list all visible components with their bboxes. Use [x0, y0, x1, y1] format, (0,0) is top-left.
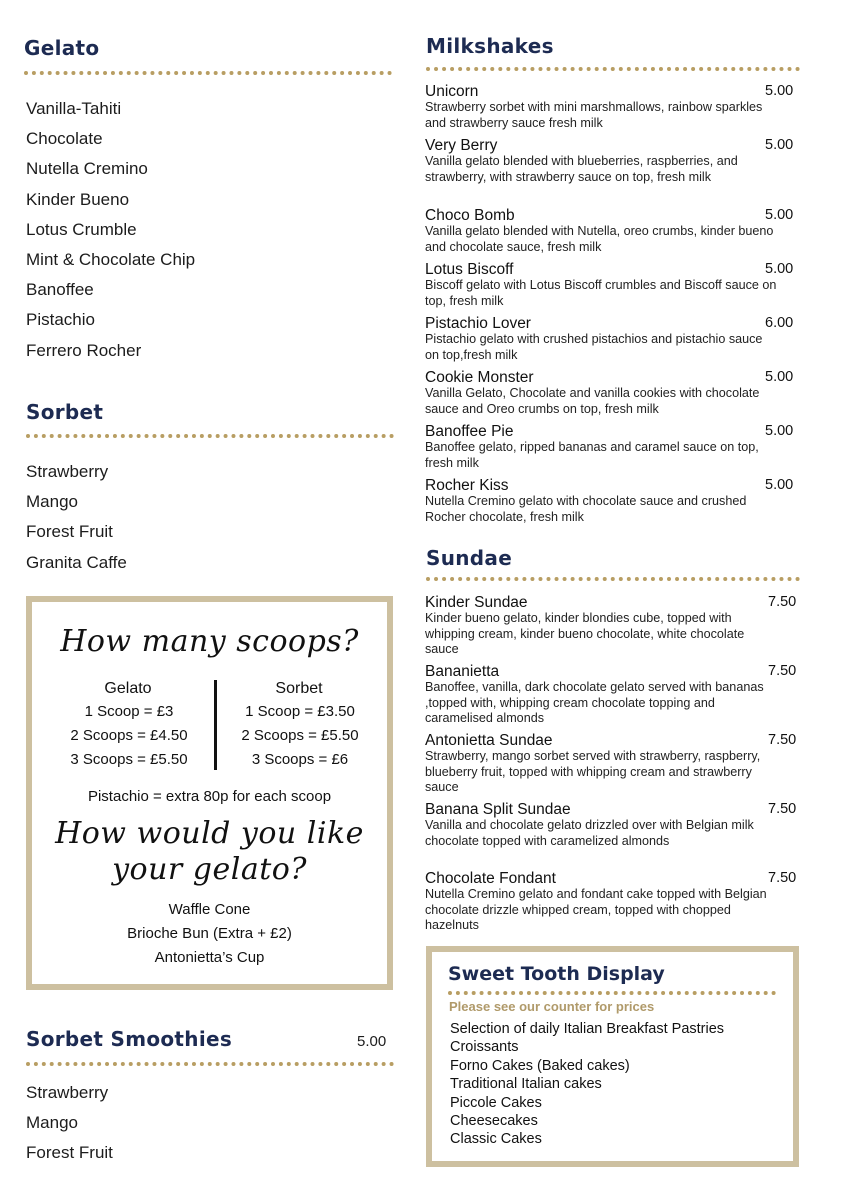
gelato-price-row: 2 Scoops = £4.50 [70, 727, 188, 744]
milkshake-desc: Biscoff gelato with Lotus Biscoff crumbles and Biscoff sauce on top, fresh milk [425, 278, 777, 308]
sundae-price: 7.50 [768, 594, 797, 610]
milkshake-item [425, 423, 794, 477]
sweet-tooth-panel [426, 946, 799, 1167]
scoops-gelato-header: Gelato [104, 680, 152, 697]
sundae-heading: Sundae [426, 546, 513, 570]
milkshakes-list [425, 83, 794, 531]
sorbet-item: Mango [26, 492, 78, 512]
sorbet-item: Strawberry [26, 462, 109, 481]
serve-title-line1: How would you like [55, 816, 364, 851]
sundae-desc: Vanilla and chocolate gelato drizzled over with Belgian milk chocolate topped with caramelized almonds [425, 818, 754, 848]
sundae-price: 7.50 [768, 801, 797, 817]
gelato-item: Lotus Crumble [26, 219, 137, 239]
smoothie-item: Mango [26, 1113, 78, 1133]
gelato-item: Chocolate [26, 129, 103, 149]
milkshake-price: 5.00 [765, 83, 794, 99]
pistachio-note: Pistachio = extra 80p for each scoop [87, 788, 332, 805]
milkshake-name: Unicorn [425, 83, 479, 100]
milkshake-item [425, 315, 794, 369]
milkshakes-heading: Milkshakes [426, 34, 554, 58]
gelato-list [26, 98, 195, 370]
milkshake-item [425, 369, 794, 423]
milkshake-item [425, 83, 794, 137]
sundae-name: Banana Split Sundae [425, 801, 571, 818]
milkshake-item [425, 137, 794, 207]
milkshake-price: 5.00 [765, 369, 794, 385]
milkshake-name: Pistachio Lover [425, 315, 531, 332]
sundae-desc: Banoffee, vanilla, dark chocolate gelato served with bananas ,topped with, whipping cream chocolate topping and caramelised almonds [425, 680, 764, 726]
sweet-tooth-item: Selection of daily Italian Breakfast Pastries [450, 1021, 725, 1037]
sundae-name: Bananietta [425, 663, 500, 680]
serve-option: Antonietta’s Cup [154, 949, 265, 966]
gelato-item: Ferrero Rocher [26, 340, 142, 360]
sundae-desc: Strawberry, mango sorbet served with strawberry, raspberry, blueberry fruit, topped with whipping cream and strawberry sauce [425, 749, 761, 795]
gelato-item: Banoffee [26, 280, 94, 300]
sweet-tooth-list [450, 1020, 724, 1149]
sorbet-list [26, 461, 127, 582]
sweet-tooth-item: Cheesecakes [450, 1112, 538, 1129]
milkshake-price: 5.00 [765, 477, 794, 493]
sundae-desc: Nutella Cremino gelato and fondant cake topped with Belgian chocolate drizzle whipped cream, topped with chopped hazelnuts [425, 887, 767, 933]
sorbet-item: Forest Fruit [26, 522, 113, 542]
scoops-panel [26, 596, 393, 990]
milkshake-desc: Vanilla Gelato, Chocolate and vanilla cookies with chocolate sauce and Oreo crumbs on top, fresh milk [425, 386, 760, 416]
sundae-item [425, 663, 797, 732]
sweet-tooth-heading: Sweet Tooth Display [448, 963, 665, 985]
sweet-tooth-item: Croissants [450, 1039, 519, 1056]
gelato-item: Kinder Bueno [26, 189, 130, 209]
serve-option: Brioche Bun (Extra + £2) [127, 925, 292, 942]
sweet-tooth-item: Piccole Cakes [450, 1094, 542, 1111]
sundae-desc: Kinder bueno gelato, kinder blondies cube, topped with whipping cream, kinder bueno chocolate, white chocolate sauce [425, 611, 745, 657]
scoops-title: How many scoops? [60, 624, 359, 659]
smoothies-list [26, 1082, 113, 1173]
smoothie-item: Forest Fruit [26, 1143, 113, 1163]
gelato-item: Vanilla-Tahiti [26, 99, 122, 118]
scoops-sorbet-header: Sorbet [275, 680, 323, 697]
sundae-price: 7.50 [768, 732, 797, 748]
milkshake-desc: Pistachio gelato with crushed pistachios and pistachio sauce on top,fresh milk [425, 332, 763, 362]
sweet-tooth-item: Classic Cakes [450, 1131, 542, 1148]
milkshake-name: Cookie Monster [425, 369, 534, 386]
sweet-tooth-item: Traditional Italian cakes [450, 1076, 602, 1093]
milkshake-name: Rocher Kiss [425, 477, 509, 494]
sundae-price: 7.50 [768, 663, 797, 679]
smoothies-price: 5.00 [357, 1033, 387, 1050]
sorbet-divider [26, 434, 394, 438]
smoothies-heading: Sorbet Smoothies [26, 1027, 233, 1051]
serve-options [32, 898, 387, 970]
milkshake-name: Lotus Biscoff [425, 261, 514, 278]
smoothie-item: Strawberry [26, 1083, 109, 1102]
milkshake-price: 6.00 [765, 315, 794, 331]
gelato-item: Pistachio [26, 310, 95, 330]
sundae-item [425, 870, 797, 939]
serve-title-line2: your gelato? [112, 852, 307, 887]
scoops-divider [214, 680, 217, 770]
milkshake-name: Very Berry [425, 137, 498, 154]
milkshake-desc: Strawberry sorbet with mini marshmallows, rainbow sparkles and strawberry sauce fresh milk [425, 100, 763, 130]
milkshake-name: Banoffee Pie [425, 423, 514, 440]
sundae-item [425, 732, 797, 801]
sweet-tooth-subtitle: Please see our counter for prices [449, 999, 655, 1014]
milkshake-price: 5.00 [765, 261, 794, 277]
sorbet-price-row: 3 Scoops = £6 [251, 751, 349, 768]
sundae-list [425, 594, 797, 939]
sundae-name: Kinder Sundae [425, 594, 528, 611]
gelato-item: Nutella Cremino [26, 159, 148, 179]
milkshake-item [425, 477, 794, 531]
gelato-price-row: 3 Scoops = £5.50 [70, 751, 188, 768]
milkshake-item [425, 261, 794, 315]
smoothies-divider [26, 1062, 394, 1066]
sundae-name: Chocolate Fondant [425, 870, 556, 887]
milkshake-desc: Vanilla gelato blended with blueberries, raspberries, and strawberry, with strawberry sauce on top, fresh milk [425, 154, 738, 184]
sundae-item [425, 594, 797, 663]
milkshake-price: 5.00 [765, 137, 794, 153]
gelato-price-row: 1 Scoop = £3 [84, 703, 174, 720]
milkshake-desc: Banoffee gelato, ripped bananas and caramel sauce on top, fresh milk [425, 440, 759, 470]
sorbet-heading: Sorbet [26, 400, 104, 424]
milkshake-desc: Nutella Cremino gelato with chocolate sauce and crushed Rocher chocolate, fresh milk [425, 494, 747, 524]
sundae-name: Antonietta Sundae [425, 732, 553, 749]
gelato-divider [24, 71, 392, 75]
sundae-item [425, 801, 797, 870]
milkshake-price: 5.00 [765, 207, 794, 223]
milkshake-price: 5.00 [765, 423, 794, 439]
milkshake-name: Choco Bomb [425, 207, 515, 224]
sweet-tooth-item: Forno Cakes (Baked cakes) [450, 1057, 630, 1074]
sorbet-price-row: 1 Scoop = £3.50 [245, 703, 355, 720]
sweet-tooth-divider [448, 991, 776, 995]
milkshakes-divider [426, 67, 800, 71]
sorbet-price-row: 2 Scoops = £5.50 [241, 727, 359, 744]
milkshake-desc: Vanilla gelato blended with Nutella, oreo crumbs, kinder bueno and chocolate sauce, fresh milk [425, 224, 774, 254]
sundae-price: 7.50 [768, 870, 797, 886]
gelato-heading: Gelato [24, 36, 100, 60]
milkshake-item [425, 207, 794, 261]
gelato-item: Mint & Chocolate Chip [26, 249, 196, 269]
sundae-divider [426, 577, 800, 581]
serve-option: Waffle Cone [168, 901, 251, 918]
sorbet-item: Granita Caffe [26, 552, 127, 572]
